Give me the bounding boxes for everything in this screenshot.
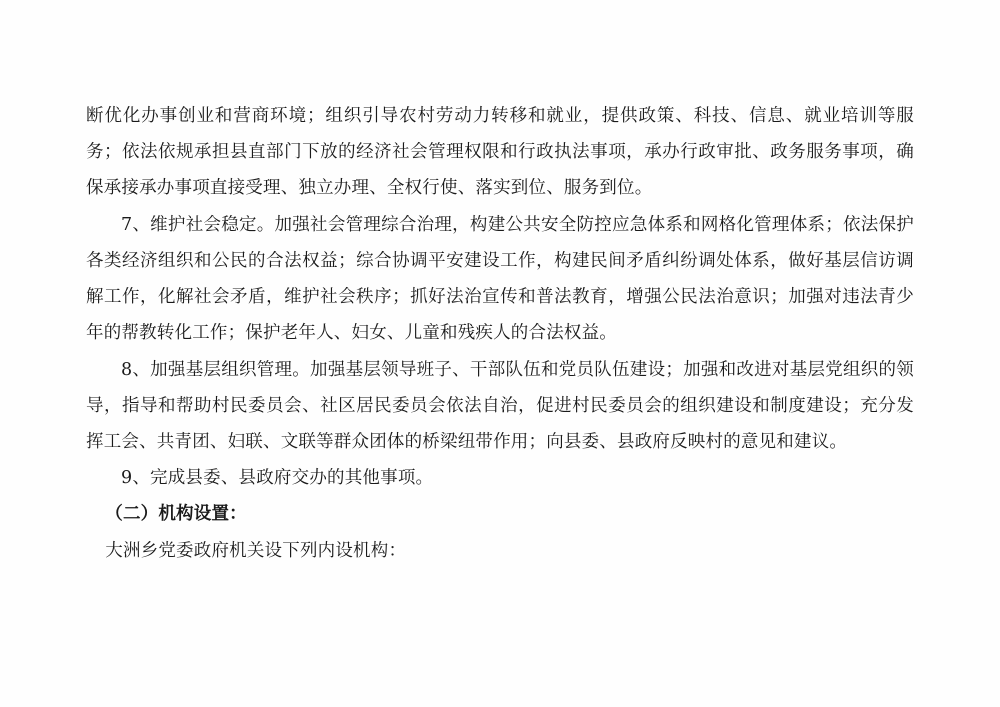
document-body bbox=[86, 98, 914, 569]
paragraph-item-7: 7、维护社会稳定。加强社会管理综合治理，构建公共安全防控应急体系和网格化管理体系；依法保护各类经济组织和公民的合法权益；综合协调平安建设工作，构建民间矛盾纠纷调处体系，做好基层信访调解工作，化解社会矛盾，维护社会秩序；抓好法治宣传和普法教育，增强公民法治意识；加强对违法青少年的帮教转化工作；保护老年人、妇女、儿童和残疾人的合法权益。 bbox=[86, 214, 914, 344]
paragraph-section-two-intro: 大洲乡党委政府机关设下列内设机构： bbox=[105, 540, 407, 561]
heading-section-two: （二）机构设置： bbox=[105, 504, 247, 525]
paragraph-item-8: 8、加强基层组织管理。加强基层领导班子、干部队伍和党员队伍建设；加强和改进对基层党组织的领导，指导和帮助村民委员会、社区居民委员会依法自治，促进村民委员会的组织建设和制度建设；充分发挥工会、共青团、妇联、文联等群众团体的桥梁纽带作用；向县委、县政府反映村的意见和建议。 bbox=[86, 359, 914, 452]
paragraph-continued: 断优化办事创业和营商环境；组织引导农村劳动力转移和就业，提供政策、科技、信息、就业培训等服务；依法依规承担县直部门下放的经济社会管理权限和行政执法事项，承办行政审批、政务服务事项，确保承接承办事项直接受理、独立办理、全权行使、落实到位、服务到位。 bbox=[86, 106, 914, 199]
paragraph-item-9: 9、完成县委、县政府交办的其他事项。 bbox=[121, 468, 434, 489]
